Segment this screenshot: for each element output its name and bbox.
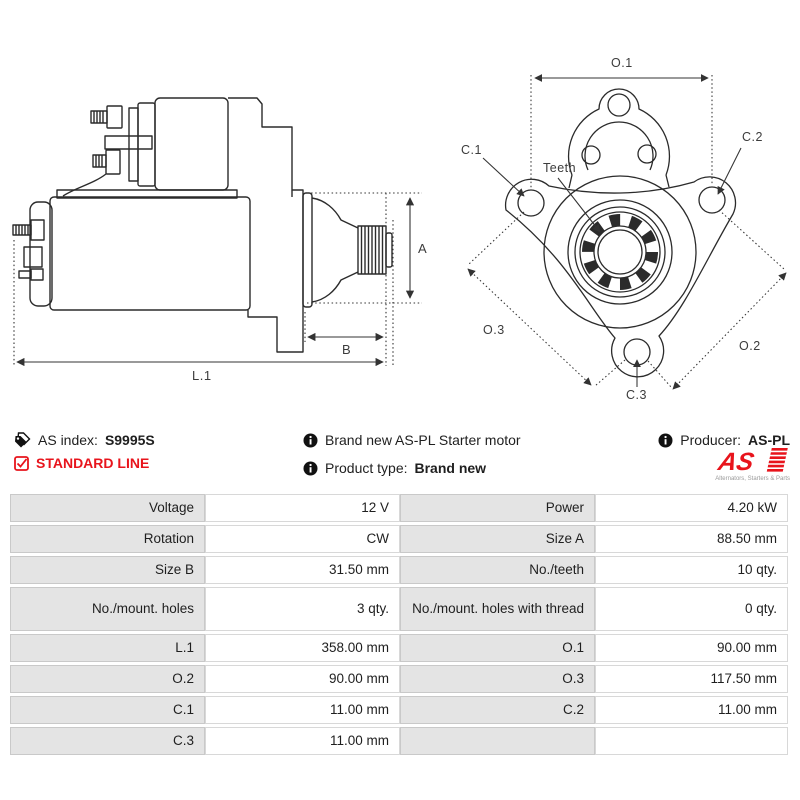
spec-value: 11.00 mm <box>205 727 400 755</box>
product-type-label: Product type: <box>325 460 408 476</box>
end-cap <box>30 202 52 306</box>
spec-label: No./teeth <box>400 556 595 584</box>
starter-front-view-drawing <box>445 38 800 415</box>
as-index-line <box>14 430 155 450</box>
spec-value: 11.00 mm <box>595 696 788 724</box>
spec-value: 358.00 mm <box>205 634 400 662</box>
mounting-flange <box>303 193 312 307</box>
spec-label: Voltage <box>10 494 205 522</box>
spec-label: C.3 <box>10 727 205 755</box>
mount-hole-c2 <box>699 187 725 213</box>
spec-label: C.1 <box>10 696 205 724</box>
mounting-flange-outline <box>506 89 736 377</box>
product-type-line <box>303 458 486 478</box>
info-icon <box>303 433 318 448</box>
spec-value: 31.50 mm <box>205 556 400 584</box>
spec-label: L.1 <box>10 634 205 662</box>
spec-value: 10 qty. <box>595 556 788 584</box>
spec-value: 11.00 mm <box>205 696 400 724</box>
info-icon <box>658 433 673 448</box>
solenoid <box>155 98 228 190</box>
spec-label <box>400 727 595 755</box>
teeth-label: Teeth <box>543 161 577 175</box>
spec-value: 12 V <box>205 494 400 522</box>
as-logo-mark <box>715 448 788 476</box>
spec-value: 4.20 kW <box>595 494 788 522</box>
svg-text:AS: AS <box>715 448 757 476</box>
spec-label: No./mount. holes <box>10 587 205 631</box>
spec-label: Rotation <box>10 525 205 553</box>
spec-label: C.2 <box>400 696 595 724</box>
spec-label: O.2 <box>10 665 205 693</box>
spec-value: 90.00 mm <box>595 634 788 662</box>
starter-motor-outline <box>13 98 392 352</box>
dimension-lines <box>17 198 410 362</box>
dim-label-O2: O.2 <box>739 339 761 353</box>
standard-line-label: STANDARD LINE <box>36 455 150 471</box>
as-pl-logo <box>706 447 790 483</box>
dim-label-L1: L.1 <box>192 368 212 383</box>
spec-label: No./mount. holes with thread <box>400 587 595 631</box>
as-index-value: S9995S <box>104 432 155 448</box>
spec-value: 117.50 mm <box>595 665 788 693</box>
motor-body <box>50 197 250 310</box>
spec-value <box>595 727 788 755</box>
dim-label-C3: C.3 <box>626 388 647 402</box>
spec-value: 88.50 mm <box>595 525 788 553</box>
spec-label: Size B <box>10 556 205 584</box>
spec-table <box>10 494 788 755</box>
info-icon <box>303 461 318 476</box>
dim-label-C2: C.2 <box>742 130 763 144</box>
dim-label-B: B <box>342 342 352 357</box>
dim-label-C1: C.1 <box>461 143 482 157</box>
producer-value: AS-PL <box>748 432 790 448</box>
as-index-label: AS index: <box>38 432 98 448</box>
leader-teeth <box>558 178 600 232</box>
spec-label: Power <box>400 494 595 522</box>
spec-label: O.1 <box>400 634 595 662</box>
leader-c1 <box>483 158 524 196</box>
spec-value: CW <box>205 525 400 553</box>
dim-label-O1: O.1 <box>611 56 633 70</box>
product-type-value: Brand new <box>414 460 487 476</box>
starter-side-view-drawing <box>5 70 440 395</box>
tag-icon <box>14 432 31 449</box>
spec-value: 90.00 mm <box>205 665 400 693</box>
standard-line-badge <box>14 453 149 473</box>
logo-tagline: Alternators, Starters & Parts <box>715 476 790 482</box>
spec-value: 3 qty. <box>205 587 400 631</box>
description-line <box>303 430 521 450</box>
spec-label: Size A <box>400 525 595 553</box>
producer-label: Producer: <box>680 432 741 448</box>
spec-label: O.3 <box>400 665 595 693</box>
dim-label-A: A <box>418 241 428 256</box>
construction-lines <box>14 193 422 366</box>
description-text: Brand new AS-PL Starter motor <box>325 432 521 448</box>
checkbox-check-icon <box>14 456 29 471</box>
spec-value: 0 qty. <box>595 587 788 631</box>
dim-label-O3: O.3 <box>483 323 505 337</box>
